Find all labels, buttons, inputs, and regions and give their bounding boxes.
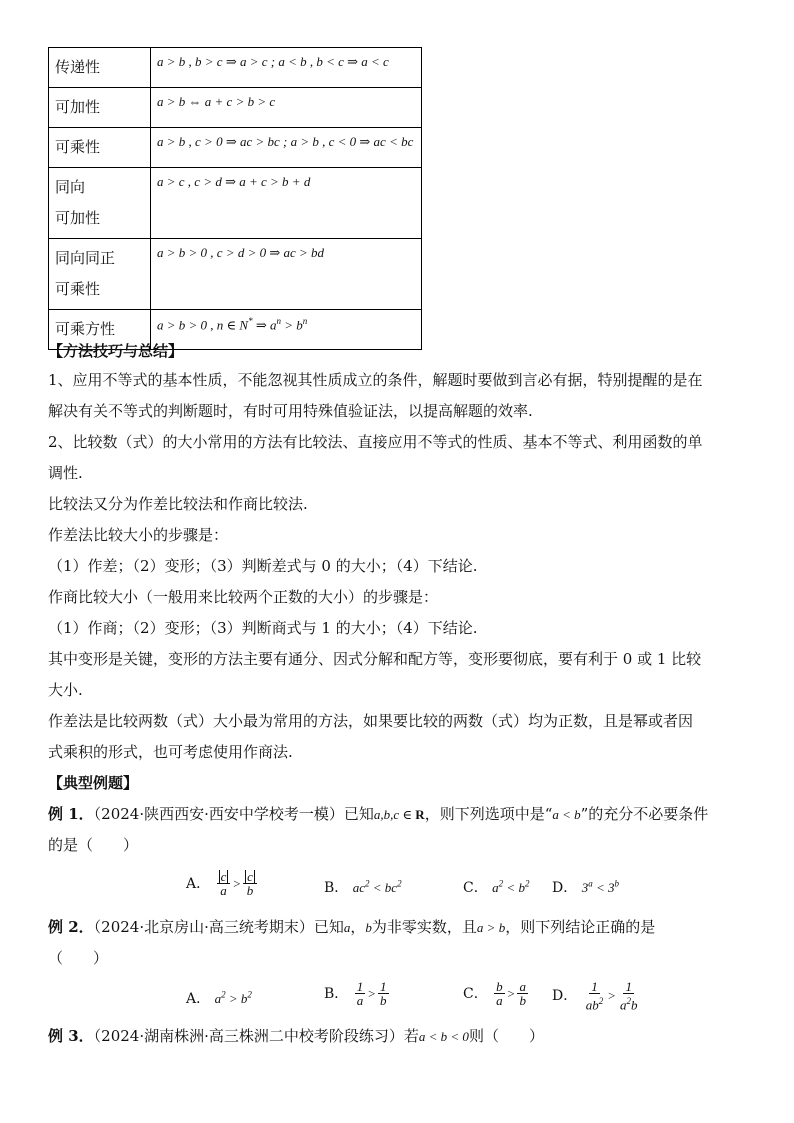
table-row xyxy=(49,239,422,310)
rule-sup: n xyxy=(276,316,281,326)
example-2-option-d: D． $\frac{1}{ab^2}$ > $\frac{1}{a^2b}$ xyxy=(552,979,638,1013)
property-rule: a > b > 0 , c > d > 0 ⇒ ac > bd xyxy=(151,239,422,310)
property-rule: a > b , b > c ⇒ a > c ; a < b , b < c ⇒ a < c xyxy=(151,48,422,88)
table-row xyxy=(49,88,422,128)
summary-paragraph: 作差法是比较两数（式）大小最为常用的方法，如果要比较的两数（式）均为正数，且是幂或者因 xyxy=(48,712,694,730)
example-1-question xyxy=(48,803,754,824)
property-name-line2: 可乘性 xyxy=(55,280,101,298)
rule-part: ⇒ a xyxy=(252,317,277,333)
examples-heading: 【典型例题】 xyxy=(48,774,139,792)
example-1-option-d: D． $3^a < 3^b$ xyxy=(552,878,619,896)
math-condition: a < b < 0 xyxy=(418,1029,469,1044)
option-letter: C． xyxy=(463,880,488,896)
property-name-line2: 可加性 xyxy=(55,209,101,227)
math-vars: a,b,c ∈ xyxy=(373,807,416,822)
property-name: 可加性 xyxy=(49,88,151,128)
math-condition: a < b xyxy=(552,807,581,822)
table-row xyxy=(49,48,422,88)
example-3-question xyxy=(48,1025,754,1046)
example-text: 则（ ） xyxy=(468,1027,544,1045)
option-letter: A． xyxy=(186,991,211,1007)
property-name: 传递性 xyxy=(49,48,151,88)
summary-paragraph: 1、应用不等式的基本性质，不能忽视其性质成立的条件，解题时要做到言必有据，特别提醒的是在 xyxy=(48,371,703,389)
property-name xyxy=(49,168,151,239)
example-text: ”的充分不必要条件 xyxy=(580,805,709,823)
example-source: （2024·湖南株洲·高三株洲二中校考阶段练习）若 xyxy=(93,1027,419,1045)
property-name-line1: 同向 xyxy=(55,178,86,196)
summary-paragraph: 作商比较大小（一般用来比较两个正数的大小）的步骤是： xyxy=(48,588,439,606)
option-letter: C． xyxy=(463,986,488,1002)
rule-sup: * xyxy=(248,316,253,326)
example-source: （2024·北京房山·高三统考期末）已知 xyxy=(93,918,344,936)
example-text: ，则下列选项中是“ xyxy=(424,805,553,823)
option-letter: B． xyxy=(324,880,349,896)
summary-heading: 【方法技巧与总结】 xyxy=(48,342,184,360)
example-2-line2: （ ） xyxy=(48,949,109,967)
table-row xyxy=(49,168,422,239)
option-letter: D． xyxy=(552,988,578,1005)
fraction: $\frac{a}{b}$ xyxy=(519,979,526,1008)
property-rule: a > b , c > 0 ⇒ ac > bc ; a > b , c < 0 ⇒ ac < bc xyxy=(151,128,422,168)
summary-paragraph: （1）作商；（2）变形；（3）判断商式与 1 的大小；（4）下结论. xyxy=(48,619,478,637)
property-name: 可乘性 xyxy=(49,128,151,168)
option-letter: B． xyxy=(324,986,349,1002)
fraction: $\frac{1}{a}$ xyxy=(356,979,364,1008)
fraction: $\frac{c}{b}$ xyxy=(243,870,257,898)
property-rule xyxy=(151,310,422,350)
example-1-option-c: C． $a^2 < b^2$ xyxy=(463,878,530,896)
table-row xyxy=(49,128,422,168)
example-text: ，则下列结论正确的是 xyxy=(505,918,656,936)
example-1-option-b: B． $ac^2 < bc^2$ xyxy=(324,878,402,896)
math-set: R xyxy=(415,807,425,822)
property-name xyxy=(49,239,151,310)
option-letter: D． xyxy=(552,880,578,896)
fraction: $\frac{1}{a^2b}$ xyxy=(619,979,638,1013)
summary-paragraph: （1）作差；（2）变形；（3）判断差式与 0 的大小；（4）下结论. xyxy=(48,557,478,575)
fraction: $\frac{c}{a}$ xyxy=(217,870,231,898)
example-2-option-c: C． $\frac{b}{a}$ > $\frac{a}{b}$ xyxy=(463,979,526,1008)
rule-part: a > b > 0 , n ∈ N xyxy=(157,317,249,333)
summary-paragraph: 其中变形是关键，变形的方法主要有通分、因式分解和配方等，变形要彻底，要有利于 0 或 1 比较 xyxy=(48,650,702,668)
property-rule: a > c , c > d ⇒ a + c > b + d xyxy=(151,168,422,239)
property-rule: a > b ⇔ a + c > b > c xyxy=(151,88,422,128)
math-condition: a > b xyxy=(476,920,506,935)
rule-sup: n xyxy=(302,316,308,326)
summary-paragraph: 式乘积的形式，也可考虑使用作商法. xyxy=(48,743,293,761)
example-text: 为非零实数，且 xyxy=(371,918,477,936)
fraction: $\frac{b}{a}$ xyxy=(496,979,503,1008)
example-source: （2024·陕西西安·西安中学校考一模）已知 xyxy=(93,805,374,823)
properties-table xyxy=(48,47,422,350)
summary-paragraph: 调性. xyxy=(48,464,83,482)
summary-paragraph: 作差法比较大小的步骤是： xyxy=(48,526,229,544)
example-2-option-b: B． $\frac{1}{a}$ > $\frac{1}{b}$ xyxy=(324,979,387,1008)
summary-paragraph: 2、比较数（式）的大小常用的方法有比较法、直接应用不等式的性质、基本不等式、利用函数的单 xyxy=(48,433,703,451)
example-label: 例 1． xyxy=(48,805,94,823)
fraction: $\frac{1}{b}$ xyxy=(380,979,387,1008)
rule-part: > b xyxy=(281,317,303,333)
property-name-line1: 同向同正 xyxy=(55,249,116,267)
example-label: 例 3． xyxy=(48,1027,94,1045)
option-letter: A． xyxy=(186,876,211,892)
example-2-question: 例 2．（2024·北京房山·高三统考期末）已知a，b为非零实数，且a > b，则下列结论正确的是 xyxy=(48,918,656,936)
summary-paragraph: 解决有关不等式的判断题时，有时可用特殊值验证法，以提高解题的效率. xyxy=(48,402,533,420)
summary-paragraph: 比较法又分为作差比较法和作商比较法. xyxy=(48,495,308,513)
example-label: 例 2． xyxy=(48,918,94,936)
example-1-option-a: A． $\frac{c}{a}$ > $\frac{c}{b}$ xyxy=(186,870,259,898)
fraction: $\frac{1}{ab^2}$ xyxy=(585,979,604,1013)
summary-paragraph: 大小. xyxy=(48,681,83,699)
example-1-line2: 的是（ ） xyxy=(48,836,139,854)
property-name: 可乘方性 xyxy=(49,310,151,350)
example-2-option-a: A． $a^2 > b^2$ xyxy=(186,989,252,1007)
